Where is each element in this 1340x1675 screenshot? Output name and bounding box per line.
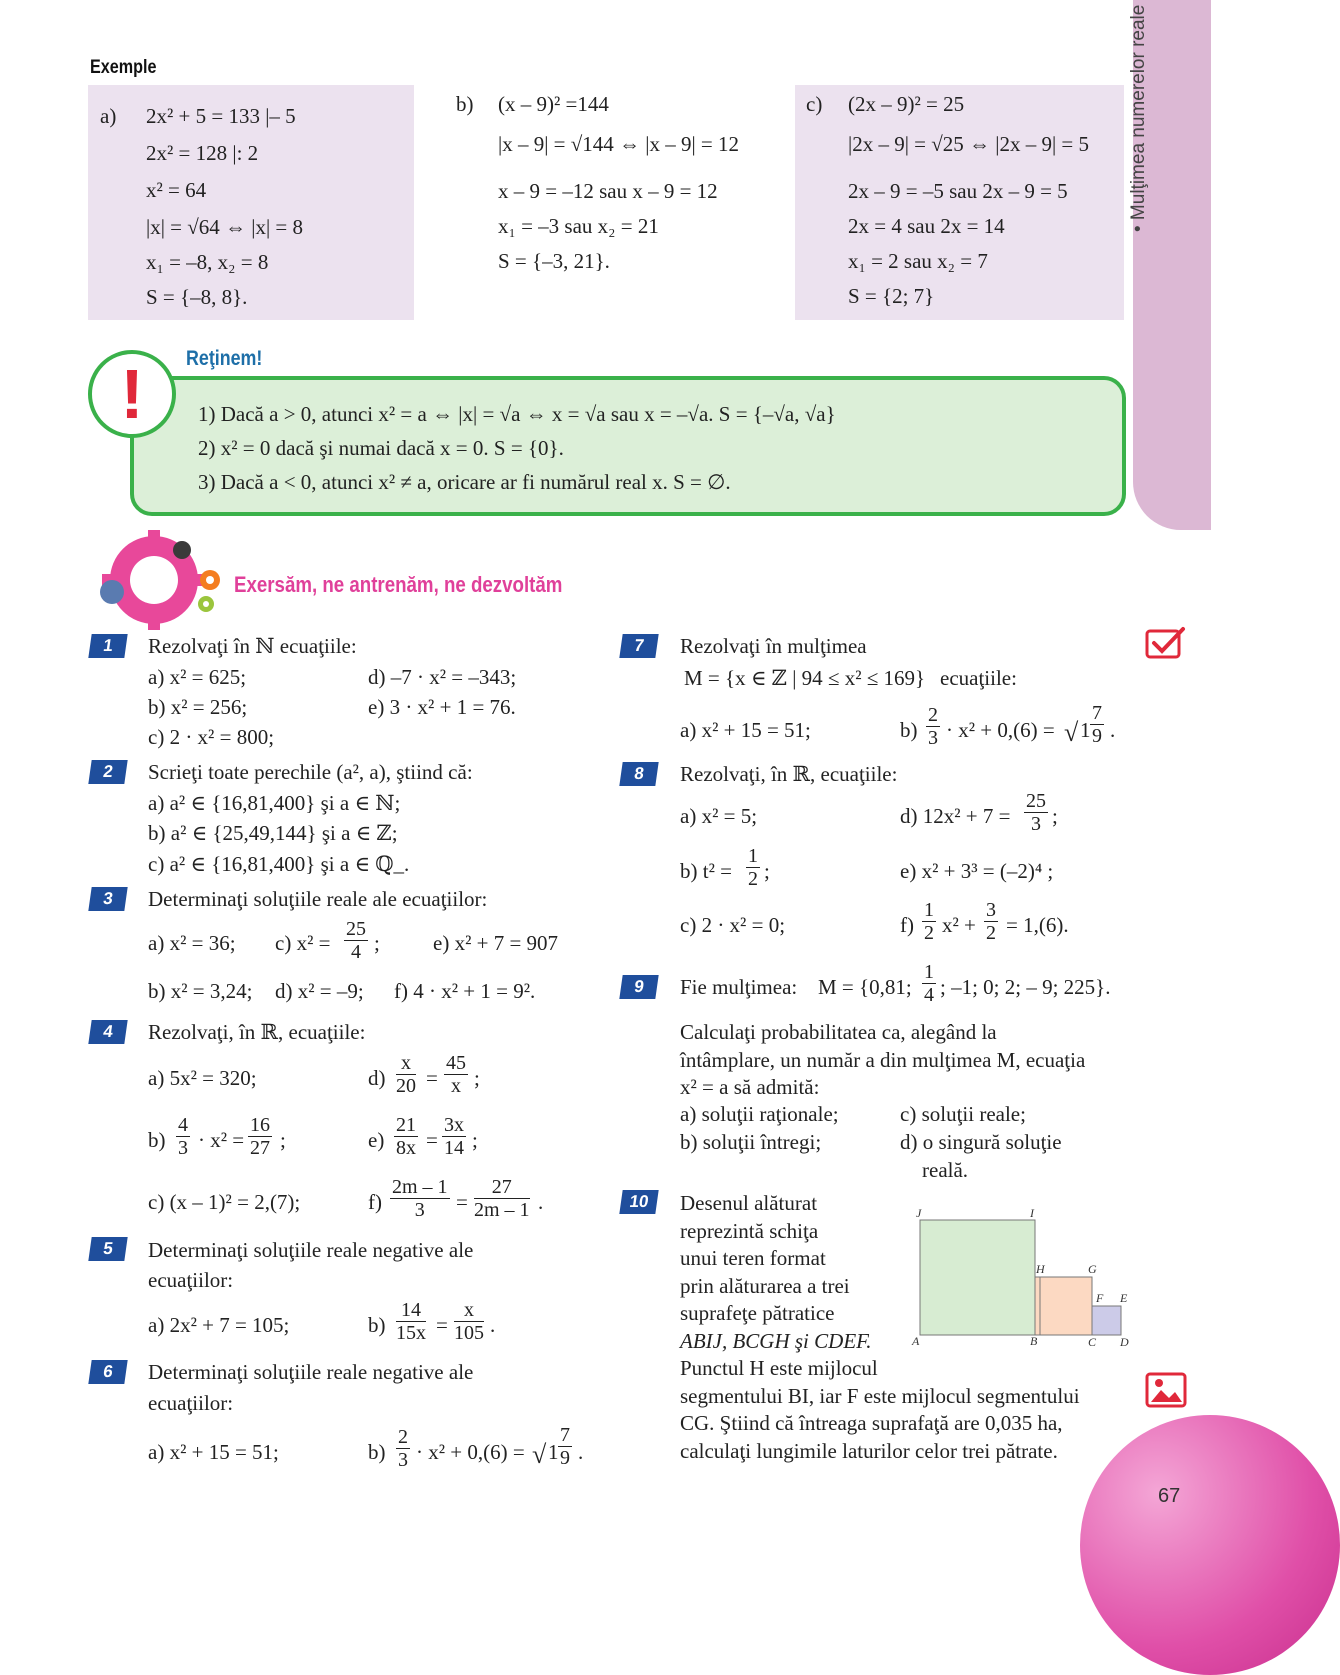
exercise-text: Desenul alăturat xyxy=(680,1191,818,1215)
example-b-line: x₁ = –3 sau x₂ = 21 xyxy=(498,214,659,238)
exercise-set: M = {x ∈ ℤ | 94 ≤ x² ≤ 169} xyxy=(684,666,926,690)
label-h: H xyxy=(1036,1262,1045,1276)
exercise-item: a) soluţii raţionale; xyxy=(680,1102,839,1126)
exercise-number: 2 xyxy=(88,760,127,784)
exercise-item: c) 2 · x² = 800; xyxy=(148,725,275,749)
period: . xyxy=(538,1190,544,1214)
exercise-item-d-pre: d) xyxy=(368,1066,386,1090)
exercise-text: Calculaţi probabilitatea ca, alegând la xyxy=(680,1020,997,1044)
sqrt-whole: 1 xyxy=(548,1440,559,1464)
example-b-line: x – 9 = –12 sau x – 9 = 12 xyxy=(498,179,718,203)
fraction: $\frac{x}{20}$ xyxy=(396,1052,416,1097)
exercise-item: c) soluţii reale; xyxy=(900,1102,1026,1126)
exercise-item: c) 2 · x² = 0; xyxy=(680,913,786,937)
exercise-title: Rezolvaţi în mulţimea xyxy=(680,634,867,658)
exercise-item-b-mid: · x² + 0,(6) = xyxy=(946,718,1055,742)
exercise-item: b) soluţii întregi; xyxy=(680,1130,822,1154)
exercise-item-b-pre: b) t² = xyxy=(680,859,732,883)
label-c: C xyxy=(1088,1335,1097,1349)
square-cdef xyxy=(1092,1306,1121,1335)
exercise-title: Rezolvaţi, în ℝ, ecuaţiile: xyxy=(680,762,898,786)
exercise-item: c) a² ∈ {16,81,400} şi a ∈ ℚ_. xyxy=(148,852,410,876)
exercise-text: ABIJ, BCGH şi CDEF. xyxy=(680,1329,872,1353)
checkbox-check-icon xyxy=(1145,625,1187,661)
exercise-text: prin alăturarea a trei xyxy=(680,1274,850,1298)
exercise-item: b) x² = 3,24; xyxy=(148,979,253,1003)
sqrt-sign: √ xyxy=(532,1440,547,1469)
exercise-set-post: ecuaţiile: xyxy=(940,666,1017,690)
example-a-label: a) xyxy=(100,104,117,128)
example-b-label: b) xyxy=(456,92,474,116)
fraction: $\frac{14}{15x}$ xyxy=(396,1299,426,1344)
label-g: G xyxy=(1088,1262,1097,1276)
exercise-item: b) x² = 256; xyxy=(148,695,248,719)
exercise-number: 3 xyxy=(88,887,127,911)
squares-figure-right xyxy=(1040,1260,1135,1350)
exercise-item: reală. xyxy=(922,1158,969,1182)
equals-sign: = xyxy=(436,1313,448,1337)
gear-illustration-icon xyxy=(86,528,226,638)
side-tab-label: • Mulţimea numerelor reale xyxy=(1128,4,1149,232)
exercise-title: Determinaţi soluţiile reale negative ale xyxy=(148,1238,474,1262)
fraction: $\frac{25}{4}$ xyxy=(346,918,366,963)
exercise-text: calculaţi lungimile laturilor celor trei pătrate. xyxy=(680,1439,1058,1463)
exercise-number: 8 xyxy=(619,762,658,786)
example-a-line: x² = 64 xyxy=(146,178,207,202)
exercise-text: Punctul H este mijlocul xyxy=(680,1356,878,1380)
example-a-line: x₁ = –8, x₂ = 8 xyxy=(146,250,269,274)
exercise-number: 7 xyxy=(619,634,658,658)
label-i: I xyxy=(1030,1206,1034,1220)
example-c-line: |2x – 9| = √25 ⇔ |2x – 9| = 5 xyxy=(848,132,1090,156)
example-c-line: x₁ = 2 sau x₂ = 7 xyxy=(848,249,988,273)
example-b-line: (x – 9)² =144 xyxy=(498,92,609,116)
fraction: $\frac{4}{3}$ xyxy=(178,1114,188,1159)
fraction: $\frac{16}{27}$ xyxy=(250,1114,270,1159)
fraction: $\frac{7}{9}$ xyxy=(1092,702,1102,747)
exercise-text: segmentului BI, iar F este mijlocul segmentului xyxy=(680,1384,1080,1408)
exercise-item: b) a² ∈ {25,49,144} şi a ∈ ℤ; xyxy=(148,821,398,845)
exercise-item-f-pre: f) xyxy=(900,913,914,937)
exercise-item: a) x² + 15 = 51; xyxy=(148,1440,279,1464)
exercise-item-b-pre: b) xyxy=(368,1440,386,1464)
exercise-item-b-pre: b) xyxy=(368,1313,386,1337)
exercise-item-f-mid: x² + xyxy=(942,913,976,937)
exercise-number: 10 xyxy=(619,1190,658,1214)
semicolon: ; xyxy=(474,1066,480,1090)
exercise-title: Rezolvaţi în ℕ ecuaţiile: xyxy=(148,634,357,658)
example-a-line: 2x² = 128 |: 2 xyxy=(146,141,259,165)
exercise-item: e) x² + 7 = 907 xyxy=(433,931,559,955)
exercise-title: Scrieţi toate perechile (a², a), ştiind că: xyxy=(148,760,473,784)
exercise-item: a) a² ∈ {16,81,400} şi a ∈ ℕ; xyxy=(148,791,401,815)
exercise-item: e) x² + 3³ = (–2)⁴ ; xyxy=(900,859,1054,883)
exercise-text: suprafeţe pătratice xyxy=(680,1301,835,1325)
retinem-rule: 3) Dacă a < 0, atunci x² ≠ a, oricare ar fi numărul real x. S = ∅. xyxy=(198,470,731,494)
example-c-line: (2x – 9)² = 25 xyxy=(848,92,965,116)
semicolon: ; xyxy=(1052,804,1058,828)
fraction: $\frac{7}{9}$ xyxy=(560,1424,570,1469)
fraction: $\frac{25}{3}$ xyxy=(1026,790,1046,835)
exercise-item: e) 3 · x² + 1 = 76. xyxy=(368,695,516,719)
examples-heading: Exemple xyxy=(90,57,157,78)
fraction: $\frac{3}{2}$ xyxy=(986,899,996,944)
equals-sign: = xyxy=(426,1128,438,1152)
exercise-set-post: ; –1; 0; 2; – 9; 225}. xyxy=(940,975,1111,999)
exercise-item: a) 5x² = 320; xyxy=(148,1066,257,1090)
exercise-item-b-pre: b) xyxy=(148,1128,166,1152)
image-icon xyxy=(1145,1372,1187,1408)
exercise-item-d-pre: d) 12x² + 7 = xyxy=(900,804,1011,828)
fraction: $\frac{45}{x}$ xyxy=(446,1052,466,1097)
exercise-number: 6 xyxy=(88,1360,127,1384)
exercise-item: f) 4 · x² + 1 = 9². xyxy=(394,979,536,1003)
exercise-title: ecuaţiilor: xyxy=(148,1268,234,1292)
exercise-item-b-mid: · x² + 0,(6) = xyxy=(416,1440,525,1464)
exercise-item: a) x² = 36; xyxy=(148,931,236,955)
exercise-number: 1 xyxy=(88,634,127,658)
exercise-text: reprezintă schiţa xyxy=(680,1219,819,1243)
semicolon: ; xyxy=(764,859,770,883)
label-j: J xyxy=(916,1206,922,1220)
sqrt-whole: 1 xyxy=(1080,718,1091,742)
exercise-item: a) 2x² + 7 = 105; xyxy=(148,1313,290,1337)
retinem-rule: 1) Dacă a > 0, atunci x² = a ⇔ |x| = √a ⇔ x = √a sau x = –√a. S = {–√a, √a} xyxy=(198,402,836,426)
exercise-text: întâmplare, un număr a din mulţimea M, ecuaţia xyxy=(680,1048,1086,1072)
exercise-item-c-pre: c) x² = xyxy=(275,931,331,955)
exercise-item-b-pre: b) xyxy=(900,718,918,742)
example-a-line: |x| = √64 ⇔ |x| = 8 xyxy=(146,215,304,239)
semicolon: ; xyxy=(280,1128,286,1152)
exercise-item: d) x² = –9; xyxy=(275,979,364,1003)
exercise-item: a) x² = 625; xyxy=(148,665,247,689)
square-abij xyxy=(920,1220,1035,1335)
fraction: $\frac{21}{8x}$ xyxy=(396,1114,416,1159)
example-c-line: 2x = 4 sau 2x = 14 xyxy=(848,214,1005,238)
fraction: $\frac{1}{4}$ xyxy=(924,961,934,1006)
retinem-rule: 2) x² = 0 dacă şi numai dacă x = 0. S = {0}. xyxy=(198,436,564,460)
section-title: Exersăm, ne antrenăm, ne dezvoltăm xyxy=(234,572,563,597)
exercise-item-e-pre: e) xyxy=(368,1128,385,1152)
exercise-item: a) x² + 15 = 51; xyxy=(680,718,811,742)
exclamation-icon: ! xyxy=(120,355,144,433)
exercise-set-pre: M = {0,81; xyxy=(818,975,912,999)
example-a-line: 2x² + 5 = 133 |– 5 xyxy=(146,104,296,128)
fraction: $\frac{3x}{14}$ xyxy=(444,1114,464,1159)
exercise-title: Determinaţi soluţiile reale ale ecuaţiilor: xyxy=(148,887,488,911)
period: . xyxy=(490,1313,496,1337)
example-b-line: S = {–3, 21}. xyxy=(498,249,610,273)
exercise-text: x² = a să admită: xyxy=(680,1075,820,1099)
label-e: E xyxy=(1120,1291,1128,1305)
label-a: A xyxy=(912,1334,920,1348)
fraction: $\frac{x}{105}$ xyxy=(454,1299,484,1344)
equals-sign: = xyxy=(426,1066,438,1090)
exercise-title: Determinaţi soluţiile reale negative ale xyxy=(148,1360,474,1384)
exercise-number: 4 xyxy=(88,1020,127,1044)
period: . xyxy=(578,1440,584,1464)
exercise-text: unui teren format xyxy=(680,1246,826,1270)
period: . xyxy=(1110,718,1116,742)
example-c-line: 2x – 9 = –5 sau 2x – 9 = 5 xyxy=(848,179,1068,203)
exercise-item: d) o singură soluţie xyxy=(900,1130,1062,1154)
exercise-item-f-post: = 1,(6). xyxy=(1006,913,1069,937)
exercise-item: d) –7 · x² = –343; xyxy=(368,665,517,689)
example-c-label: c) xyxy=(806,92,823,116)
exercise-item-b-mid: · x² = xyxy=(198,1128,245,1152)
square-bcgh-right xyxy=(1040,1277,1092,1335)
exercise-item-c-post: ; xyxy=(374,931,380,955)
exercise-title: ecuaţiilor: xyxy=(148,1391,234,1415)
exercise-item: c) (x – 1)² = 2,(7); xyxy=(148,1190,301,1214)
label-b: B xyxy=(1030,1334,1038,1348)
example-c-line: S = {2; 7} xyxy=(848,284,935,308)
equals-sign: = xyxy=(456,1190,468,1214)
fraction: $\frac{1}{2}$ xyxy=(924,899,934,944)
label-d: D xyxy=(1120,1335,1129,1349)
example-a-line: S = {–8, 8}. xyxy=(146,285,248,309)
exercise-intro: Fie mulţimea: xyxy=(680,975,798,999)
fraction: $\frac{2}{3}$ xyxy=(928,704,938,749)
fraction: $\frac{1}{2}$ xyxy=(748,845,758,890)
example-b-line: |x – 9| = √144 ⇔ |x – 9| = 12 xyxy=(498,132,740,156)
exercise-item-f-pre: f) xyxy=(368,1190,382,1214)
fraction: $\frac{2}{3}$ xyxy=(398,1426,408,1471)
exercise-number: 5 xyxy=(88,1237,127,1261)
exercise-number: 9 xyxy=(619,975,658,999)
page-number: 67 xyxy=(1158,1485,1181,1507)
squares-figure xyxy=(910,1205,1045,1350)
semicolon: ; xyxy=(472,1128,478,1152)
fraction: $\frac{2m - 1}{3}$ xyxy=(392,1176,448,1221)
retinem-title: Reţinem! xyxy=(186,347,263,370)
label-f: F xyxy=(1096,1291,1104,1305)
exercise-item: a) x² = 5; xyxy=(680,804,758,828)
corner-decoration xyxy=(1080,1415,1340,1675)
sqrt-sign: √ xyxy=(1064,718,1079,747)
fraction: $\frac{27}{2m - 1}$ xyxy=(474,1176,530,1221)
exercise-text: CG. Ştiind că întreaga suprafaţă are 0,035 ha, xyxy=(680,1411,1063,1435)
exercise-title: Rezolvaţi, în ℝ, ecuaţiile: xyxy=(148,1020,366,1044)
